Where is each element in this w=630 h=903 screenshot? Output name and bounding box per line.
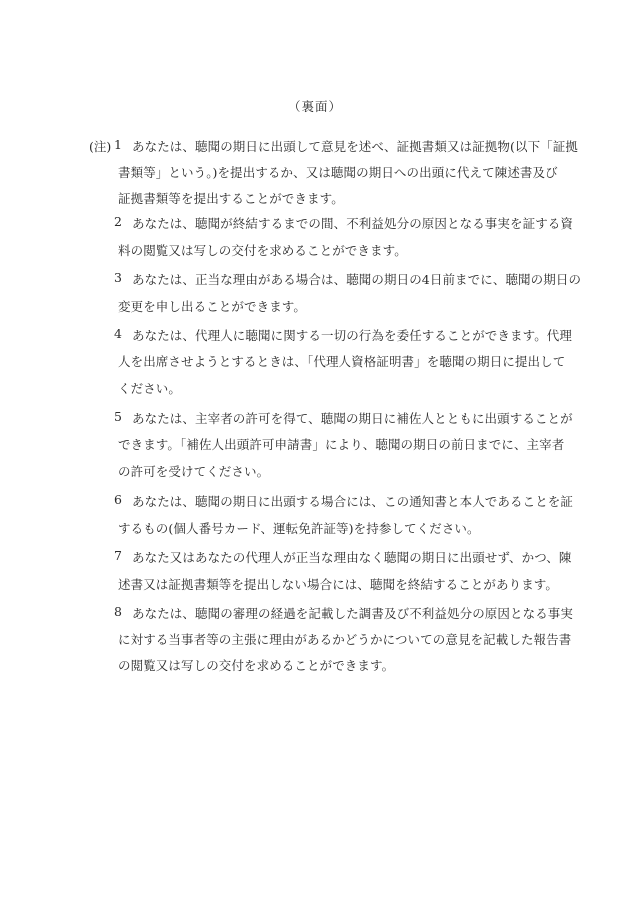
note-line: 証拠書類等を提出することができます。: [118, 191, 344, 206]
note-line: の許可を受けてください。: [118, 464, 270, 479]
note-number: 8: [114, 604, 122, 619]
note-line: あなたは、聴聞が終結するまでの間、不利益処分の原因となる事実を証する資: [132, 216, 574, 231]
note-line: ください。: [118, 381, 182, 396]
note-line: 料の閲覧又は写しの交付を求めることができます。: [118, 243, 407, 258]
note-number: 6: [114, 492, 122, 507]
note-line: あなたは、主宰者の許可を得て、聴聞の期日に補佐人とともに出頭することが: [132, 411, 573, 426]
note-number: 1: [114, 137, 122, 152]
note-number: 5: [114, 409, 122, 424]
note-line: あなたは、聴聞の期日に出頭する場合には、この通知書と本人であることを証: [132, 494, 574, 509]
note-line: あなたは、聴聞の審理の経過を記載した調書及び不利益処分の原因となる事実: [132, 606, 574, 621]
note-line: あなたは、代理人に聴聞に関する一切の行為を委任することができます。代理: [132, 328, 573, 343]
note-prefix: (注): [89, 139, 112, 154]
note-line: 人を出席させようとするときは、「代理人資格証明書」を聴聞の期日に提出して: [118, 354, 566, 369]
note-line: 書類等」という。)を提出するか、又は聴聞の期日への出頭に代えて陳述書及び: [118, 165, 558, 180]
note-line: できます。「補佐人出頭許可申請書」により、聴聞の期日の前日までに、主宰者: [118, 437, 565, 452]
note-line: あなた又はあなたの代理人が正当な理由なく聴聞の期日に出頭せず、かつ、陳: [132, 550, 572, 565]
note-number: 4: [114, 326, 122, 341]
note-number: 7: [114, 548, 122, 563]
note-line: の閲覧又は写しの交付を求めることができます。: [118, 658, 395, 673]
note-line: 変更を申し出ることができます。: [118, 299, 307, 314]
note-line: あなたは、正当な理由がある場合は、聴聞の期日の4日前までに、聴聞の期日の: [132, 272, 582, 287]
note-number: 2: [114, 214, 122, 229]
note-number: 3: [114, 270, 122, 285]
note-line: あなたは、聴聞の期日に出頭して意見を述べ、証拠書類又は証拠物(以下「証拠: [132, 139, 578, 154]
note-line: するもの(個人番号カード、運転免許証等)を持参してください。: [118, 521, 480, 536]
note-line: に対する当事者等の主張に理由があるかどうかについての意見を記載した報告書: [118, 632, 572, 647]
note-line: 述書又は証拠書類等を提出しない場合には、聴聞を終結することがあります。: [118, 577, 559, 592]
page-title: （裏面）: [287, 99, 342, 114]
